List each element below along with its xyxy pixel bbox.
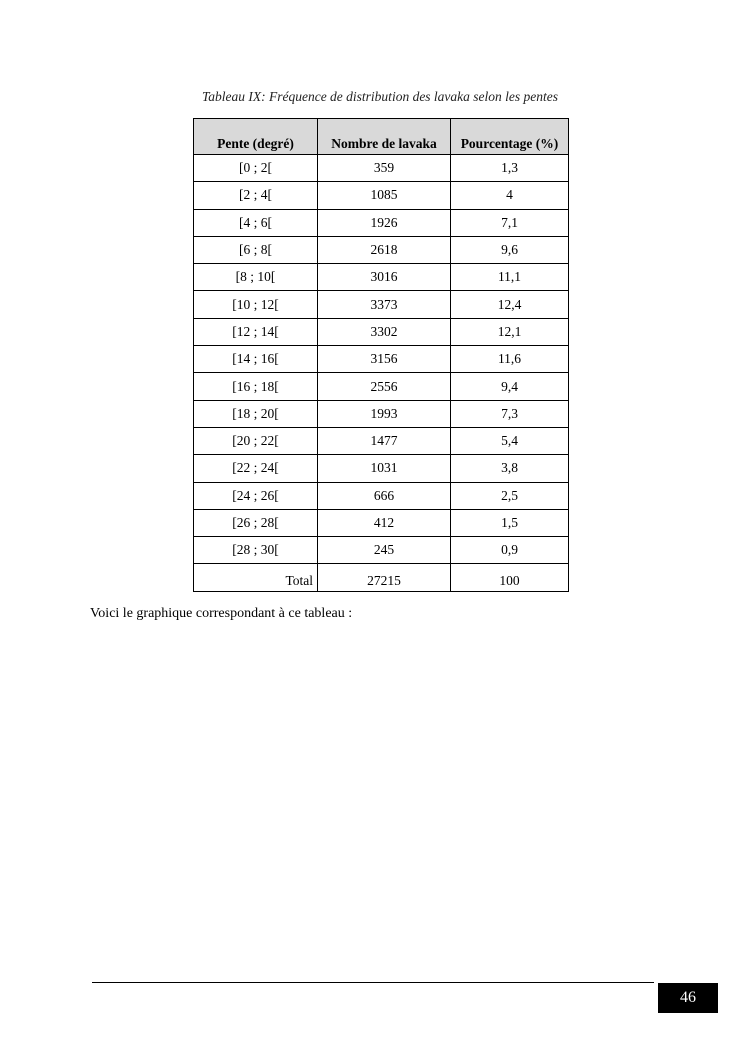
count-cell: 245	[318, 537, 451, 564]
percent-cell: 9,4	[451, 373, 569, 400]
percent-cell: 12,4	[451, 291, 569, 318]
table-row	[194, 537, 569, 564]
table-row	[194, 318, 569, 345]
slope-cell: [0 ; 2[	[194, 155, 318, 182]
footer-rule	[92, 982, 654, 983]
slope-cell: [18 ; 20[	[194, 400, 318, 427]
slope-cell: [12 ; 14[	[194, 318, 318, 345]
slope-cell: [14 ; 16[	[194, 346, 318, 373]
count-cell: 1085	[318, 182, 451, 209]
total-label: Total	[194, 564, 318, 592]
slope-cell: [22 ; 24[	[194, 455, 318, 482]
count-cell: 2618	[318, 236, 451, 263]
table-header-row	[194, 119, 569, 155]
table-row	[194, 209, 569, 236]
slope-cell: [16 ; 18[	[194, 373, 318, 400]
table-row	[194, 482, 569, 509]
table-row	[194, 427, 569, 454]
percent-cell: 7,3	[451, 400, 569, 427]
header-slope: Pente (degré)	[194, 119, 318, 155]
percent-cell: 1,5	[451, 509, 569, 536]
count-cell: 412	[318, 509, 451, 536]
percent-cell: 11,1	[451, 264, 569, 291]
table-caption: Tableau IX: Fréquence de distribution des lavaka selon les pentes	[201, 89, 559, 104]
slope-cell: [10 ; 12[	[194, 291, 318, 318]
count-cell: 3302	[318, 318, 451, 345]
table-total-row	[194, 564, 569, 592]
table-row	[194, 264, 569, 291]
slope-cell: [6 ; 8[	[194, 236, 318, 263]
count-cell: 2556	[318, 373, 451, 400]
page-number: 46	[658, 983, 718, 1013]
percent-cell: 5,4	[451, 427, 569, 454]
percent-cell: 3,8	[451, 455, 569, 482]
slope-cell: [28 ; 30[	[194, 537, 318, 564]
percent-cell: 11,6	[451, 346, 569, 373]
count-cell: 666	[318, 482, 451, 509]
percent-cell: 12,1	[451, 318, 569, 345]
percent-cell: 4	[451, 182, 569, 209]
count-cell: 1926	[318, 209, 451, 236]
percent-cell: 0,9	[451, 537, 569, 564]
percent-cell: 7,1	[451, 209, 569, 236]
count-cell: 3373	[318, 291, 451, 318]
table-row	[194, 346, 569, 373]
table-row	[194, 455, 569, 482]
table-row	[194, 236, 569, 263]
header-percent: Pourcentage (%)	[451, 119, 569, 155]
intro-text: Voici le graphique correspondant à ce tableau :	[90, 606, 353, 621]
slope-cell: [2 ; 4[	[194, 182, 318, 209]
count-cell: 1993	[318, 400, 451, 427]
total-percent: 100	[451, 564, 569, 592]
table-row	[194, 373, 569, 400]
percent-cell: 2,5	[451, 482, 569, 509]
header-count: Nombre de lavaka	[318, 119, 451, 155]
count-cell: 3156	[318, 346, 451, 373]
total-count: 27215	[318, 564, 451, 592]
percent-cell: 9,6	[451, 236, 569, 263]
frequency-table	[193, 118, 569, 592]
table-row	[194, 400, 569, 427]
slope-cell: [26 ; 28[	[194, 509, 318, 536]
percent-cell: 1,3	[451, 155, 569, 182]
table-row	[194, 291, 569, 318]
table-row	[194, 182, 569, 209]
count-cell: 1477	[318, 427, 451, 454]
slope-cell: [24 ; 26[	[194, 482, 318, 509]
count-cell: 1031	[318, 455, 451, 482]
count-cell: 3016	[318, 264, 451, 291]
slope-cell: [8 ; 10[	[194, 264, 318, 291]
table-row	[194, 155, 569, 182]
table-row	[194, 509, 569, 536]
slope-cell: [20 ; 22[	[194, 427, 318, 454]
slope-cell: [4 ; 6[	[194, 209, 318, 236]
count-cell: 359	[318, 155, 451, 182]
